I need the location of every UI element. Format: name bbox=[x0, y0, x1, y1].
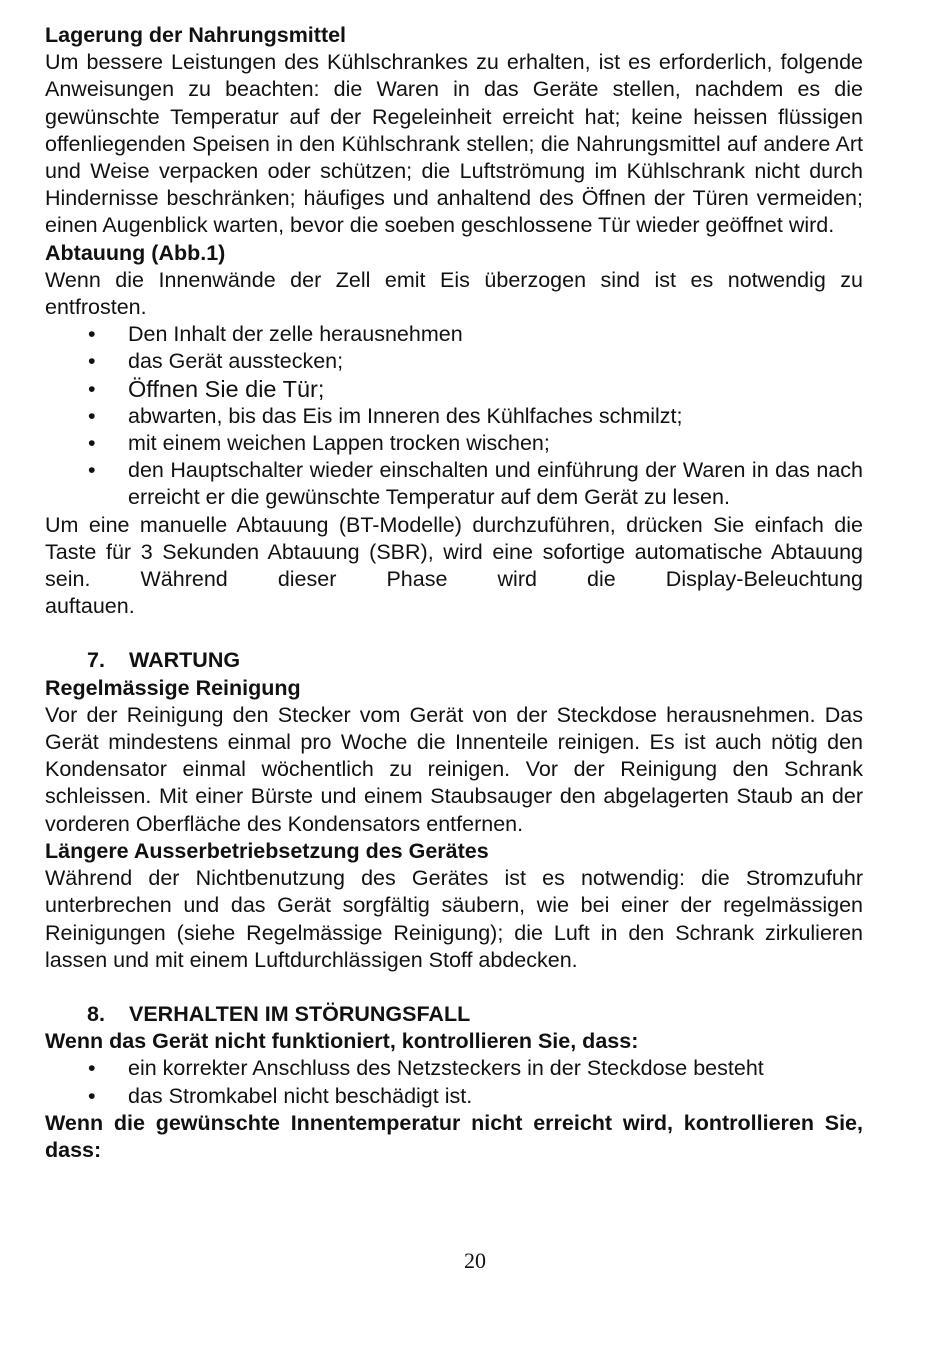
cleaning-paragraph: Vor der Reinigung den Stecker vom Gerät von der Steckdose herausnehmen. Das Gerät mindestens einmal pro Woche die Innenteile reinigen. Es ist auch nötig den Kondensator einmal wöchentlich zu reinigen. Vor der Reinigung den Schrank schleissen. Mit einer Bürste und einem Staubsauger den abgelagerten Staub an der vorderen Oberfläche des Kondensators entfernen. bbox=[45, 702, 863, 836]
bullet-icon: • bbox=[88, 1056, 96, 1081]
section-8-heading bbox=[45, 1001, 863, 1028]
idle-heading: Längere Ausserbetriebsetzung des Gerätes bbox=[45, 838, 489, 863]
list-item: • das Stromkabel nicht beschädigt ist. bbox=[45, 1083, 863, 1110]
storage-paragraph: Um bessere Leistungen des Kühlschrankes zu erhalten, ist es erforderlich, folgende Anweisungen zu beachten: die Waren in das Geräte stellen, nachdem es die gewünschte Temperatur auf der Regeleinheit erreicht hat; keine heissen flüssigen offenliegenden Speisen in den Kühlschrank stellen; die Nahrungsmittel auf andere Art und Weise verpacken oder schützen; die Luftströmung im Kühlschrank nicht durch Hindernisse beschränken; häufiges und anhaltend des Öffnen der Türen vermeiden; einen Augenblick warten, bevor die soeben geschlossene Tür wieder geöffnet wird. bbox=[45, 50, 863, 238]
bullet-icon: • bbox=[88, 376, 96, 401]
list-item: • abwarten, bis das Eis im Inneren des Kühlfaches schmilzt; bbox=[45, 403, 863, 430]
section-number: 8. bbox=[87, 1001, 105, 1026]
list-item: • Den Inhalt der zelle herausnehmen bbox=[45, 321, 863, 348]
list-item: • ein korrekter Anschluss des Netzsteckers in der Steckdose besteht bbox=[45, 1055, 863, 1082]
check1-heading: Wenn das Gerät nicht funktioniert, kontrollieren Sie, dass: bbox=[45, 1029, 639, 1054]
page-number: 20 bbox=[464, 1248, 486, 1273]
list-item: • Öffnen Sie die Tür; bbox=[88, 375, 325, 402]
document-page bbox=[45, 22, 863, 1164]
check2-heading: Wenn die gewünschte Innentemperatur nicht erreicht wird, kontrollieren Sie, dass: bbox=[45, 1110, 863, 1162]
check1-list bbox=[45, 1055, 863, 1109]
manual-defrost-text-end: auftauen. bbox=[45, 594, 135, 619]
defrost-steps-list bbox=[45, 321, 863, 511]
bullet-icon: • bbox=[88, 1083, 96, 1108]
idle-paragraph: Während der Nichtbenutzung des Gerätes ist es notwendig: die Stromzufuhr unterbrechen und das Gerät sorgfältig säubern, wie bei einer der regelmässigen Reinigungen (siehe Regelmässige Reinigung); die Luft in den Schrank zirkulieren lassen und mit einem Luftdurchlässigen Stoff abdecken. bbox=[45, 866, 863, 972]
bullet-icon: • bbox=[88, 322, 96, 347]
defrost-heading: Abtauung (Abb.1) bbox=[45, 240, 226, 265]
section-title: WARTUNG bbox=[129, 648, 241, 673]
bullet-icon: • bbox=[88, 431, 96, 456]
cleaning-heading: Regelmässige Reinigung bbox=[45, 675, 301, 700]
bullet-icon: • bbox=[88, 458, 96, 483]
storage-heading: Lagerung der Nahrungsmittel bbox=[45, 23, 347, 47]
section-7-heading bbox=[45, 647, 863, 674]
section-title: VERHALTEN IM STÖRUNGSFALL bbox=[129, 1001, 471, 1026]
list-item: • mit einem weichen Lappen trocken wischen; bbox=[45, 430, 863, 457]
list-item: • das Gerät ausstecken; bbox=[45, 348, 863, 375]
bullet-icon: • bbox=[88, 349, 96, 374]
bullet-icon: • bbox=[88, 403, 96, 428]
defrost-intro: Wenn die Innenwände der Zell emit Eis überzogen sind ist es notwendig zu entfrosten. bbox=[45, 267, 863, 320]
section-number: 7. bbox=[87, 648, 105, 673]
list-item: • den Hauptschalter wieder einschalten und einführung der Waren in das nach erreicht er die gewünschte Temperatur auf dem Gerät zu lesen. bbox=[88, 458, 863, 510]
manual-defrost-text: Um eine manuelle Abtauung (BT-Modelle) durchzuführen, drücken Sie einfach die Taste für 3 Sekunden Abtauung (SBR), wird eine sofortige automatische Abtauung sein. Während dieser Phase wird die Display-Beleuchtung bbox=[45, 512, 863, 592]
